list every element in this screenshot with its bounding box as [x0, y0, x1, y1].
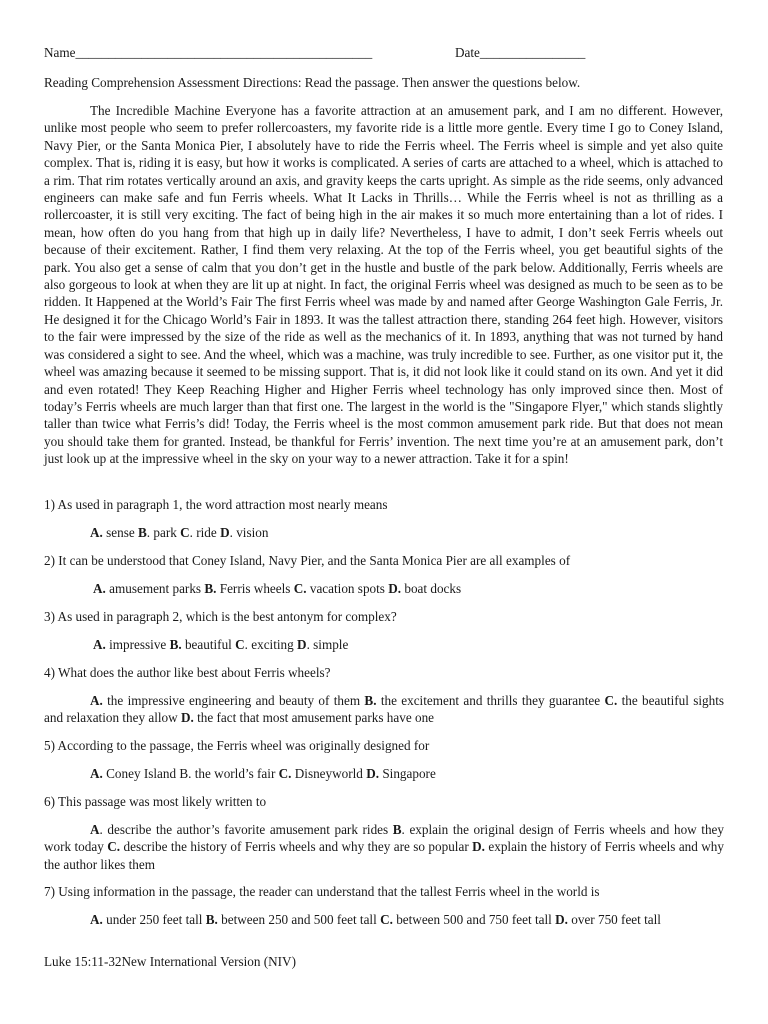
choice-text: Singapore	[379, 766, 436, 781]
choice-letter: D.	[472, 839, 485, 855]
question-1-choices	[44, 524, 724, 541]
choice-text: . ride	[189, 525, 221, 540]
choice-letter: A	[90, 822, 100, 837]
choice-letter: C.	[278, 766, 292, 781]
choice-text: over 750 feet tall	[567, 912, 661, 927]
choice-text: . explain the original design of Ferris wheels and how they work today	[44, 822, 725, 855]
choice-letter: B	[138, 525, 147, 540]
choice-letter: C.	[380, 912, 393, 927]
question-3-prompt: 3) As used in paragraph 2, which is the best antonym for complex?	[44, 609, 397, 624]
choice-letter: C	[235, 637, 245, 652]
choice-letter: A.	[90, 766, 103, 781]
choice-text: sense	[102, 525, 138, 540]
reading-passage: The Incredible Machine Everyone has a favorite attraction at an amusement park, and I am no different. However, unlike most people who seem to prefer rollercoasters, my favorite ride is a little more gentle. Every time I go to Coney Island, Navy Pier, or the Santa Monica Pier, I absolutely have to ride the Ferris wheel. The Ferris wheel is simple and yet also quite complex. That is, riding it is easy, but how it works is complicated. A series of carts are attached to a wheel, which is attached to a rim. That rim rotates vertically around an axis, and gravity keeps the carts upright. As simple as the ride seems, only advanced engineers can make safe and fun Ferris wheels. What It Lacks in Thrills… While the Ferris wheel is not as thrilling as a rollercoaster, it is still very exciting. The fact of being high in the air makes it so much more entertaining than a lot of rides. I mean, how often do you hang from that high up in daily life? Nevertheless, I have to admit, I don’t seek Ferris wheels out because of their excitement. Rather, I find them very relaxing. At the top of the Ferris wheel, you get beautiful sights of the park. You also get a sense of calm that you don’t get in the hustle and bustle of the park below. Additionally, Ferris wheels are also gorgeous to look at when they are lit up at night. In fact, the original Ferris wheel was designed as much to be seen as to be ridden. It Happened at the World’s Fair The first Ferris wheel was made by and named after George Washington Gale Ferris, Jr. He designed it for the Chicago World’s Fair in 1893. It was the tallest attraction there, standing 264 feet high. However, visitors to the fair were impressed by the size of the ride as well as the mechanics of it. In 1893, anything that was not turned by hand was considered a sight to see. And the wheel, which was a machine, was truly incredible to see. Further, as one visitor put it, the wheel was amazing because it seemed to be missing support. That is, it did not look like it could stand on its own. And yet it did and even rotated! They Keep Reaching Higher and Higher Ferris wheel technology has only improved since then. Most of today’s Ferris wheels are much larger than that first one. The largest in the world is the "Singapore Flyer," which stands slightly taller than twice what Ferris’s did! Today, the Ferris wheel is the most common amusement park ride. But that does not mean you should take them for granted. Instead, be thankful for Ferris’ invention. The next time you’re at an amusement park, don’t just look up at the impressive wheel in the sky on your way to a newer attraction. Take it for a spin!	[44, 103, 723, 467]
question-2-choices	[44, 580, 724, 597]
choice-text: amusement parks	[105, 581, 205, 596]
question-1-prompt: 1) As used in paragraph 1, the word attraction most nearly means	[44, 497, 388, 512]
choice-letter: C	[180, 525, 190, 540]
choice-text: describe the history of Ferris wheels and why they are so popular	[120, 839, 473, 855]
question-3-choices	[44, 636, 724, 653]
choice-letter: A.	[90, 912, 103, 927]
choice-text: the beautiful sights and relaxation they allow	[44, 693, 724, 726]
question-6-choices	[44, 821, 724, 873]
choice-text: beautiful	[181, 637, 236, 652]
directions-text: Reading Comprehension Assessment Directions: Read the passage. Then answer the questions below.	[44, 75, 581, 90]
question-2-prompt: 2) It can be understood that Coney Island, Navy Pier, and the Santa Monica Pier are all examples of	[44, 553, 571, 568]
choice-text: the fact that most amusement parks have one	[193, 710, 435, 726]
choice-letter: D	[297, 637, 307, 652]
choice-text: . simple	[306, 637, 349, 652]
choice-text: . exciting	[244, 637, 298, 652]
name-field-label: Name_____________________________________________	[44, 45, 373, 60]
question-4-choices	[44, 692, 724, 727]
choice-letter: B	[392, 822, 402, 837]
choice-letter: B.	[364, 693, 377, 708]
choice-letter: A.	[90, 525, 103, 540]
choice-text: boat docks	[401, 581, 462, 596]
choice-letter: D	[220, 525, 230, 540]
choice-text: between 500 and 750 feet tall	[392, 912, 556, 927]
choice-text: explain the history of Ferris wheels and why the author likes them	[44, 839, 724, 872]
choice-text: the excitement and thrills they guarantee	[376, 693, 605, 708]
choice-text: . park	[146, 525, 181, 540]
choice-text: . describe the author’s favorite amusement park rides	[99, 822, 393, 837]
question-7-choices	[44, 911, 724, 928]
choice-text: under 250 feet tall	[102, 912, 206, 927]
choice-letter: B.	[205, 912, 218, 927]
choice-text: impressive	[105, 637, 170, 652]
choice-text: Ferris wheels	[216, 581, 294, 596]
choice-letter: D.	[555, 912, 568, 927]
choice-text: Coney Island B. the world’s fair	[102, 766, 279, 781]
choice-letter: B.	[204, 581, 217, 596]
choice-letter: C.	[107, 839, 121, 855]
choice-letter: C.	[604, 693, 618, 708]
choice-letter: A.	[93, 637, 106, 652]
choice-text: Disneyworld	[291, 766, 367, 781]
choice-letter: D.	[388, 581, 402, 596]
choice-text: between 250 and 500 feet tall	[217, 912, 381, 927]
choice-letter: A.	[93, 581, 106, 596]
question-6-prompt: 6) This passage was most likely written to	[44, 794, 267, 809]
choice-text: vacation spots	[306, 581, 389, 596]
choice-letter: D.	[180, 710, 194, 726]
choice-letter: C.	[293, 581, 307, 596]
date-field-label: Date________________	[455, 45, 586, 60]
choice-letter: D.	[366, 766, 380, 781]
footer-text: Luke 15:11-32New International Version (NIV)	[44, 954, 296, 969]
choice-text: . vision	[229, 525, 269, 540]
choice-letter: A.	[90, 693, 103, 708]
choice-letter: B.	[169, 637, 182, 652]
question-4-prompt: 4) What does the author like best about Ferris wheels?	[44, 665, 331, 680]
choice-text: the impressive engineering and beauty of them	[102, 693, 365, 708]
question-5-choices	[44, 765, 724, 782]
question-5-prompt: 5) According to the passage, the Ferris wheel was originally designed for	[44, 738, 430, 753]
question-7-prompt: 7) Using information in the passage, the reader can understand that the tallest Ferris wheel in the world is	[44, 884, 600, 899]
